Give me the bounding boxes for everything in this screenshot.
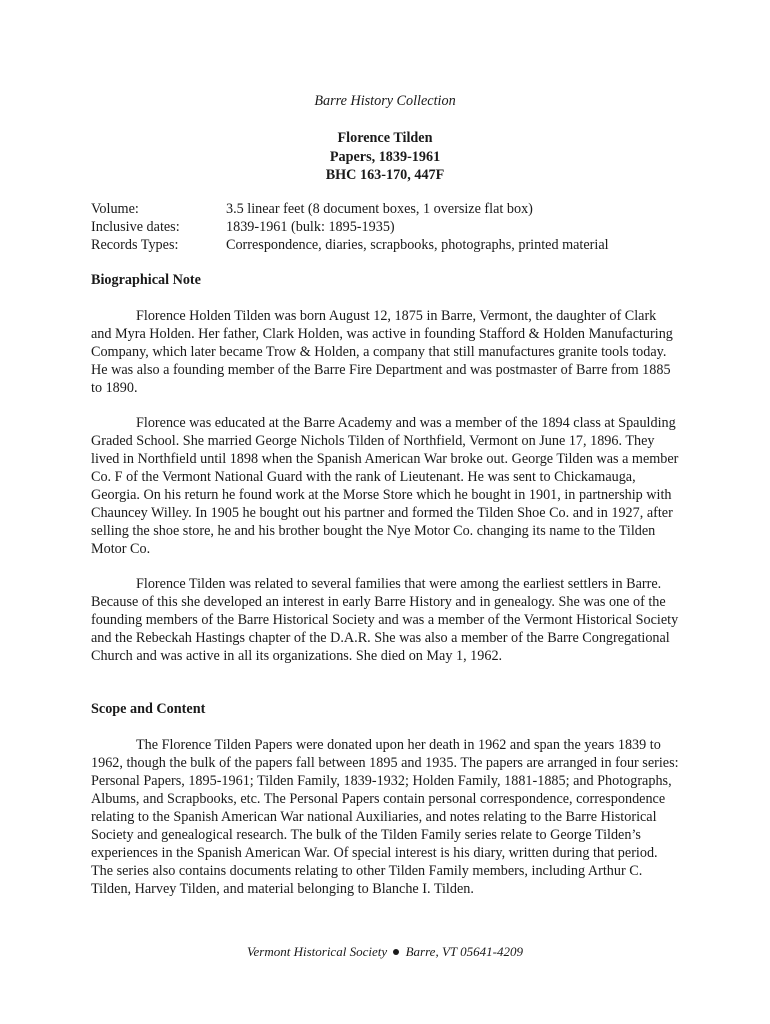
biographical-paragraph-3: Florence Tilden was related to several families that were among the earliest settlers in Barre. Because of this she developed an interest in early Barre History and in genealogy. She was one of the founding members of the Barre Historical Society and was a member of the Vermont Historical Society and the Rebeckah Hastings chapter of the D.A.R. She was also a member of the Barre Congregational Church and was active in all its organizations. She died on May 1, 1962. (91, 576, 679, 664)
dates-value: 1839-1961 (bulk: 1895-1935) (226, 219, 395, 235)
biographical-heading: Biographical Note (91, 272, 201, 288)
volume-label: Volume: (91, 201, 139, 217)
title-name: Florence Tilden (337, 130, 433, 146)
document-title (0, 129, 770, 185)
biographical-paragraph-1: Florence Holden Tilden was born August 12, 1875 in Barre, Vermont, the daughter of Clark and Myra Holden. Her father, Clark Holden, was active in founding Stafford & Holden Manufacturing Company, which later became Trow & Holden, a company that still manufactures granite tools today. He was also a founding member of the Barre Fire Department and was postmaster of Barre from 1885 to 1890. (91, 308, 673, 396)
title-dates: Papers, 1839-1961 (329, 148, 441, 165)
types-label: Records Types: (91, 237, 179, 253)
dates-label: Inclusive dates: (91, 219, 180, 235)
biographical-paragraph-2: Florence was educated at the Barre Academy and was a member of the 1894 class at Spaulding Graded School. She married George Nichols Tilden of Northfield, Vermont on June 17, 1896. They lived in Northfield until 1898 when the Spanish American War broke out. George Tilden was a member Co. F of the Vermont National Guard with the rank of Lieutenant. He was sent to Chickamauga, Georgia. On his return he found work at the Morse Store which he bought in 1901, in partnership with Chauncey Willey. In 1905 he bought out his partner and formed the Tilden Shoe Co. and in 1927, after selling the shoe store, he and his brother bought the Nye Motor Co. changing its name to the Tilden Motor Co. (91, 415, 679, 557)
bullet-separator-icon (393, 949, 399, 955)
meta-row-dates (91, 218, 731, 236)
collection-name: Barre History Collection (314, 93, 456, 109)
volume-value: 3.5 linear feet (8 document boxes, 1 oversize flat box) (226, 201, 533, 217)
scope-heading: Scope and Content (91, 701, 206, 717)
meta-row-types (91, 236, 731, 254)
types-value: Correspondence, diaries, scrapbooks, photographs, printed material (226, 237, 609, 253)
meta-row-volume (91, 200, 731, 218)
footer-address: Barre, VT 05641-4209 (405, 944, 523, 959)
page-footer (0, 944, 770, 960)
scope-paragraph-1: The Florence Tilden Papers were donated upon her death in 1962 and span the years 1839 to 1962, though the bulk of the papers fall between 1895 and 1935. The papers are arranged in four series: Personal Papers, 1895-1961; Tilden Family, 1839-1932; Holden Family, 1881-1885; and Photographs, Albums, and Scrapbooks, etc. The Personal Papers contain personal correspondence, correspondence relating to the Spanish American War national Auxiliaries, and notes relating to the Barre Historical Society and genealogical research. The bulk of the Tilden Family series relate to George Tilden’s experiences in the Spanish American War. Of special interest is his diary, written during that period. The series also contains documents relating to other Tilden Family members, including Arthur C. Tilden, Harvey Tilden, and material belonging to Blanche I. Tilden. (91, 737, 679, 897)
collection-metadata (91, 200, 731, 254)
title-call-number: BHC 163-170, 447F (325, 167, 445, 183)
footer-organization: Vermont Historical Society (247, 944, 388, 959)
